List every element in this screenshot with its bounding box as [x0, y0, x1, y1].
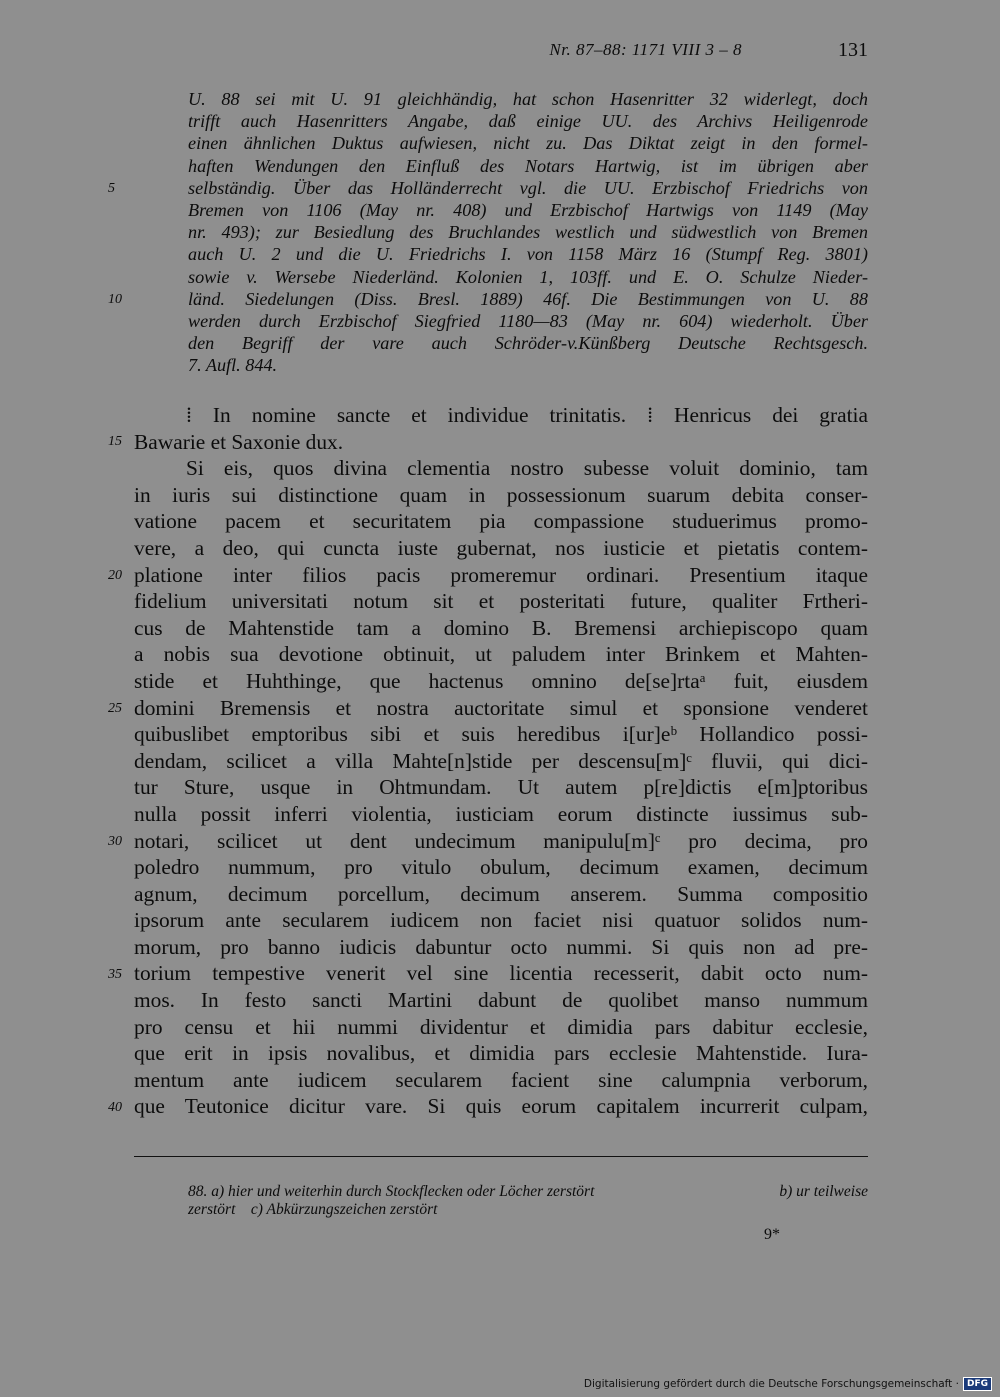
main-line: torium tempestive venerit vel sine licentia recesserit, dabit octo num- [134, 961, 868, 986]
commentary-line: haften Wendungen den Einfluß des Notars Hartwig, ist im übrigen aber [188, 155, 868, 176]
main-line: poledro nummum, pro vitulo obulum, decimum examen, decimum [134, 855, 868, 880]
commentary-line: U. 88 sei mit U. 91 gleichhändig, hat schon Hasenritter 32 widerlegt, doch [188, 89, 868, 109]
line-number: 40 [108, 1100, 122, 1115]
main-line: ⁞ In nomine sancte et individue trinitatis. ⁞ Henricus dei gratia [186, 403, 868, 427]
main-line: nulla possit inferri violentia, iusticiam eorum distincte iussimus sub- [134, 801, 868, 826]
main-line: mos. In festo sancti Martini dabunt de quolibet manso nummum [134, 988, 868, 1013]
main-line: mentum ante iudicem secularem facient sine calumpnia verborum, [134, 1067, 868, 1092]
commentary-line: Bremen von 1106 (May nr. 408) und Erzbischof Hartwigs von 1149 (May [188, 199, 868, 220]
commentary-line: selbständig. Über das Holländerrecht vgl. die UU. Erzbischof Friedrichs von [188, 177, 868, 198]
commentary-line: länd. Siedelungen (Diss. Bresl. 1889) 46f. Die Bestimmungen von U. 88 [188, 288, 868, 309]
main-line: dendam, scilicet a villa Mahte[n]stide per descensu[m]ᶜ fluvii, qui dici- [134, 748, 868, 773]
digitization-note: Digitalisierung gefördert durch die Deutsche Forschungsgemeinschaft · [583, 1378, 959, 1390]
main-line: pro censu et hii nummi dividentur et dimidia pars dabitur ecclesie, [134, 1014, 868, 1039]
line-number: 30 [108, 834, 122, 849]
main-line: ipsorum ante secularem iudicem non faciet nisi quatuor solidos num- [134, 908, 868, 933]
page-number: 131 [838, 39, 868, 61]
line-number: 10 [108, 292, 122, 307]
commentary-line: auch U. 2 und die U. Friedrichs I. von 1158 März 16 (Stumpf Reg. 3801) [188, 244, 868, 265]
main-line: quibuslibet emptoribus sibi et suis heredibus i[ur]eᵇ Hollandico possi- [134, 722, 868, 747]
line-number: 25 [108, 701, 122, 716]
line-number: 35 [108, 967, 122, 982]
footnote-b: b) ur teilweise [779, 1183, 868, 1200]
commentary-line: werden durch Erzbischof Siegfried 1180—83 (May nr. 604) wiederholt. Über [188, 310, 868, 331]
commentary-line: 7. Aufl. 844. [188, 355, 278, 376]
main-line: Bawarie et Saxonie dux. [134, 429, 344, 454]
footnote-line [188, 1183, 868, 1201]
page-header [0, 40, 1000, 68]
commentary-line: einen ähnlichen Duktus aufwiesen, nicht zu. Das Diktat zeigt in den formel- [188, 133, 868, 154]
line-number: 5 [108, 181, 115, 196]
signature-mark: 9* [764, 1226, 780, 1243]
main-line: platione inter filios pacis promeremur ordinari. Presentium itaque [134, 562, 868, 587]
footnote-c: zerstört c) Abkürzungszeichen zerstört [188, 1201, 438, 1218]
main-line: vatione pacem et securitatem pia compassione studuerimus promo- [134, 509, 868, 534]
main-line: que Teutonice dicitur vare. Si quis eorum capitalem incurrerit culpam, [134, 1094, 868, 1119]
footnotes [188, 1183, 868, 1219]
main-line: cus de Mahtenstide tam a domino B. Bremensi archiepiscopo quam [134, 615, 868, 640]
running-head: Nr. 87–88: 1171 VIII 3 – 8 [549, 40, 742, 59]
commentary-line: sowie v. Wersebe Niederländ. Kolonien 1, 103ff. und E. O. Schulze Nieder- [188, 266, 868, 287]
line-number: 15 [108, 434, 122, 449]
commentary-line: den Begriff der vare auch Schröder-v.Künßberg Deutsche Rechtsgesch. [188, 333, 868, 354]
main-line: agnum, decimum porcellum, decimum anserem. Summa compositio [134, 881, 868, 906]
main-line: in iuris sui distinctione quam in possessionum suarum debita conser- [134, 482, 868, 507]
commentary-line: nr. 493); zur Besiedlung des Bruchlandes westlich und südwestlich von Bremen [188, 222, 868, 243]
footnote-a: 88. a) hier und weiterhin durch Stockflecken oder Löcher zerstört [188, 1183, 595, 1200]
commentary-block [188, 88, 868, 376]
main-line: domini Bremensis et nostra auctoritate simul et sponsione venderet [134, 695, 868, 720]
footnote-divider [134, 1156, 868, 1157]
main-line: tur Sture, usque in Ohtmundam. Ut autem p[re]dictis e[m]ptoribus [134, 775, 868, 800]
line-number: 20 [108, 568, 122, 583]
main-line: vere, a deo, qui cuncta iuste gubernat, nos iusticie et pietatis contem- [134, 535, 868, 560]
commentary-line: trifft auch Hasenritters Angabe, daß einige UU. des Archivs Heiligenrode [188, 111, 868, 132]
main-line: morum, pro banno iudicis dabuntur octo nummi. Si quis non ad pre- [134, 934, 868, 959]
main-line: notari, scilicet ut dent undecimum manipulu[m]ᶜ pro decima, pro [134, 828, 868, 853]
charter-text [134, 402, 868, 1120]
main-line: que erit in ipsis novalibus, et dimidia pars ecclesie Mahtenstide. Iura- [134, 1041, 868, 1066]
digitization-credit [584, 1377, 992, 1391]
main-line: a nobis sua devotione obtinuit, ut paludem inter Brinkem et Mahten- [134, 642, 868, 667]
dfg-logo: DFG [963, 1377, 992, 1391]
main-line: stide et Huhthinge, que hactenus omnino de[se]rtaᵃ fuit, eiusdem [134, 668, 868, 693]
main-line: Si eis, quos divina clementia nostro subesse voluit dominio, tam [186, 456, 868, 481]
main-line: fidelium universitati notum sit et posteritati future, qualiter Frtheri- [134, 589, 868, 614]
